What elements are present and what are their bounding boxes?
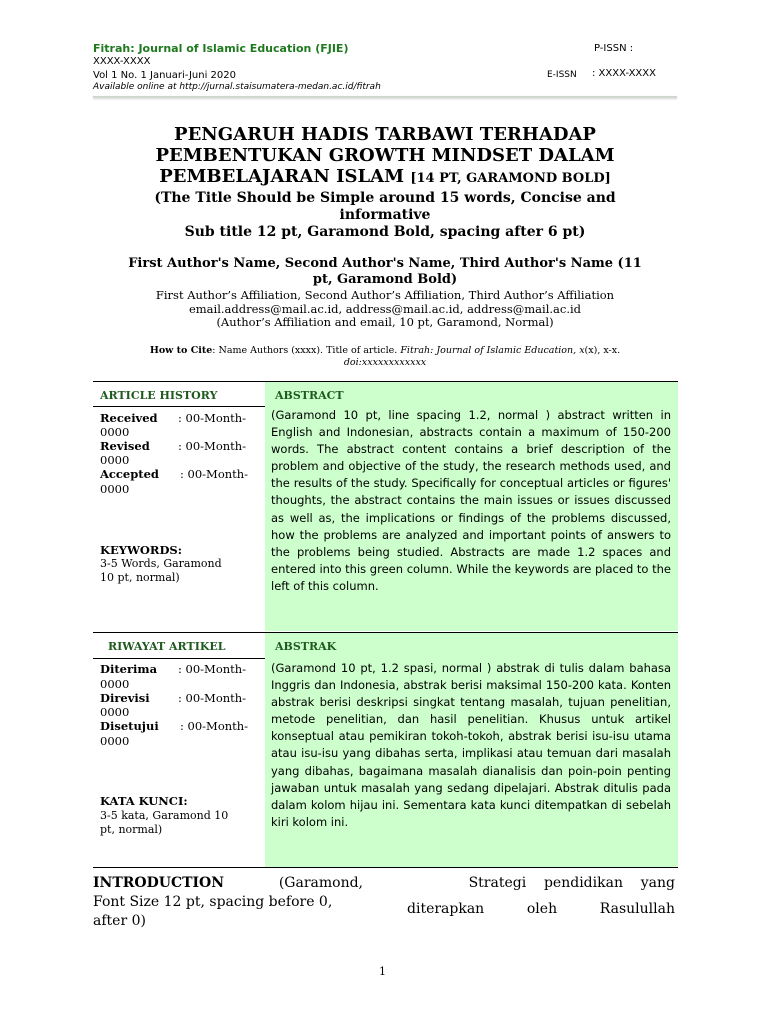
table-top-rule — [93, 381, 678, 382]
title-line-3-wrap — [93, 166, 677, 189]
eissn-value: : XXXX-XXXX — [592, 68, 656, 79]
keywords-heading: KEYWORDS: — [100, 543, 182, 557]
intro-line-3: after 0) — [93, 913, 146, 929]
disetujui-date-1: : 00-Month- — [180, 719, 249, 733]
how-to-cite — [93, 345, 677, 369]
affiliation-note: (Author’s Affiliation and email, 10 pt, Garamond, Normal) — [216, 315, 554, 329]
accepted-date-2: 0000 — [100, 482, 130, 496]
subtitle-line-2: informative — [339, 207, 431, 223]
introduction-heading: INTRODUCTION — [93, 875, 225, 891]
author-names-line-2: pt, Garamond Bold) — [312, 272, 458, 287]
abstract-heading: ABSTRACT — [275, 389, 344, 402]
diterima-date-2: 0000 — [100, 677, 130, 691]
subtitle-line-3: Sub title 12 pt, Garamond Bold, spacing after 6 pt) — [184, 224, 586, 240]
affiliation-line: First Author’s Affiliation, Second Author’s Affiliation, Third Author’s Affiliation — [155, 288, 615, 302]
volume-info: Vol 1 No. 1 Januari-Juni 2020 — [93, 70, 236, 81]
disetujui-label: Disetujui — [100, 719, 159, 733]
pissn-label: P-ISSN : — [594, 43, 634, 54]
keywords-line-1: 3-5 Words, Garamond — [100, 557, 222, 570]
cite-text: : Name Authors (xxxx). Title of article. — [212, 345, 398, 356]
subtitle-line-1: (The Title Should be Simple around 15 words, Concise and — [154, 190, 616, 206]
page-number: 1 — [379, 965, 386, 978]
right-word-3: Rasulullah — [599, 901, 675, 917]
received-label: Received — [100, 411, 158, 425]
title-line-1: PENGARUH HADIS TARBAWI TERHADAP — [174, 124, 596, 145]
table-bottom-rule — [93, 867, 678, 868]
cite-rest: (x), x-x. — [584, 345, 621, 356]
kata-kunci-line-1: 3-5 kata, Garamond 10 — [100, 809, 229, 822]
abstrak-heading: ABSTRAK — [275, 640, 337, 653]
received-date-1: : 00-Month- — [178, 411, 247, 425]
online-url: Available online at http://jurnal.staisumatera-medan.ac.id/fitrah — [93, 82, 381, 92]
intro-line-2: Font Size 12 pt, spacing before 0, — [93, 894, 333, 910]
cite-doi: doi:xxxxxxxxxxxx — [343, 357, 427, 368]
right-line-2 — [407, 900, 675, 919]
intro-line-1 — [93, 874, 363, 893]
right-word-2: oleh — [526, 901, 558, 917]
author-affiliations — [93, 289, 677, 330]
revised-date-2: 0000 — [100, 453, 130, 467]
title-format-note: [14 PT, GARAMOND BOLD] — [410, 171, 611, 186]
issn-continuation: XXXX-XXXX — [93, 56, 151, 67]
kata-kunci-heading: KATA KUNCI: — [100, 794, 188, 808]
direvisi-label: Direvisi — [100, 691, 150, 705]
intro-note: (Garamond, — [278, 875, 363, 891]
riwayat-head-rule — [93, 658, 265, 659]
abstract-body: (Garamond 10 pt, line spacing 1.2, normal ) abstract written in English and Indonesian, abstracts contain a maximum of 150-200 words. The abstract content contains a brief description of the problem and objective of the study, the research methods used, and the results of the study. Specifically for conceptual articles or figures' thoughts, the abstract contains the main issues or issues discussed as well as, the implications or findings of the problems discussed, how the problems are analyzed and important points of answers to the problems being studied. Abstracts are made 1.2 spaces and entered into this green column. While the keywords are placed to the left of this column. — [271, 408, 671, 593]
direvisi-date-1: : 00-Month- — [178, 691, 247, 705]
title-line-3: PEMBELAJARAN ISLAM — [159, 166, 405, 187]
right-column-text — [407, 874, 675, 919]
direvisi-date-2: 0000 — [100, 705, 130, 719]
eissn-label: E-ISSN — [547, 70, 577, 80]
article-title — [93, 124, 677, 189]
diterima-date-1: : 00-Month- — [178, 662, 247, 676]
revised-label: Revised — [100, 439, 150, 453]
introduction-block — [93, 874, 363, 931]
revised-date-1: : 00-Month- — [178, 439, 247, 453]
kata-kunci-line-2: pt, normal) — [100, 823, 163, 836]
author-names — [93, 256, 677, 288]
title-line-2: PEMBENTUKAN GROWTH MINDSET DALAM — [155, 145, 615, 166]
author-names-line-1: First Author's Name, Second Author's Name, Third Author's Name (11 — [128, 256, 642, 271]
journal-name: Fitrah: Journal of Islamic Education (FJIE) — [93, 42, 349, 55]
right-line-1: Strategi pendidikan yang — [468, 875, 675, 891]
subtitle — [93, 190, 677, 241]
article-history-heading: ARTICLE HISTORY — [100, 389, 218, 402]
right-word-1: diterapkan — [407, 901, 485, 917]
disetujui-date-2: 0000 — [100, 734, 130, 748]
accepted-label: Accepted — [100, 467, 159, 481]
diterima-label: Diterima — [100, 662, 158, 676]
received-date-2: 0000 — [100, 425, 130, 439]
email-line: email.address@mail.ac.id, address@mail.ac.id, address@mail.ac.id — [188, 301, 582, 316]
abstrak-body: (Garamond 10 pt, 1.2 spasi, normal ) abstrak di tulis dalam bahasa Inggris dan Indonesia, abstrak berisi maksimal 150-200 kata. Konten abstrak berisi deskripsi singkat tentang masalah, tujuan penelitian, metode penelitian, dan hasil penelitian. Khusus untuk artikel konseptual atau pemikiran tokoh-tokoh, abstrak berisi isu-isu utama atau isu-isu yang dibahas serta, implikasi atau temuan dari masalah yang dibahas, bagaimana masalah dianalisis dan poin-poin penting jawaban untuk masalah yang sedang dipelajari. Abstrak ditulis pada dalam kolom hijau ini. Sementara kata kunci ditempatkan di sebelah kiri kolom ini. — [271, 661, 671, 829]
cite-journal: Fitrah: Journal of Islamic Education, — [400, 345, 577, 356]
cite-line-1 — [93, 345, 677, 357]
riwayat-artikel-heading: RIWAYAT ARTIKEL — [108, 640, 226, 653]
header-divider — [93, 96, 677, 98]
cite-volume: x — [579, 345, 585, 356]
keywords-line-2: 10 pt, normal) — [100, 571, 180, 584]
cite-label: How to Cite — [149, 345, 213, 356]
history-head-rule — [93, 406, 265, 407]
accepted-date-1: : 00-Month- — [180, 467, 249, 481]
